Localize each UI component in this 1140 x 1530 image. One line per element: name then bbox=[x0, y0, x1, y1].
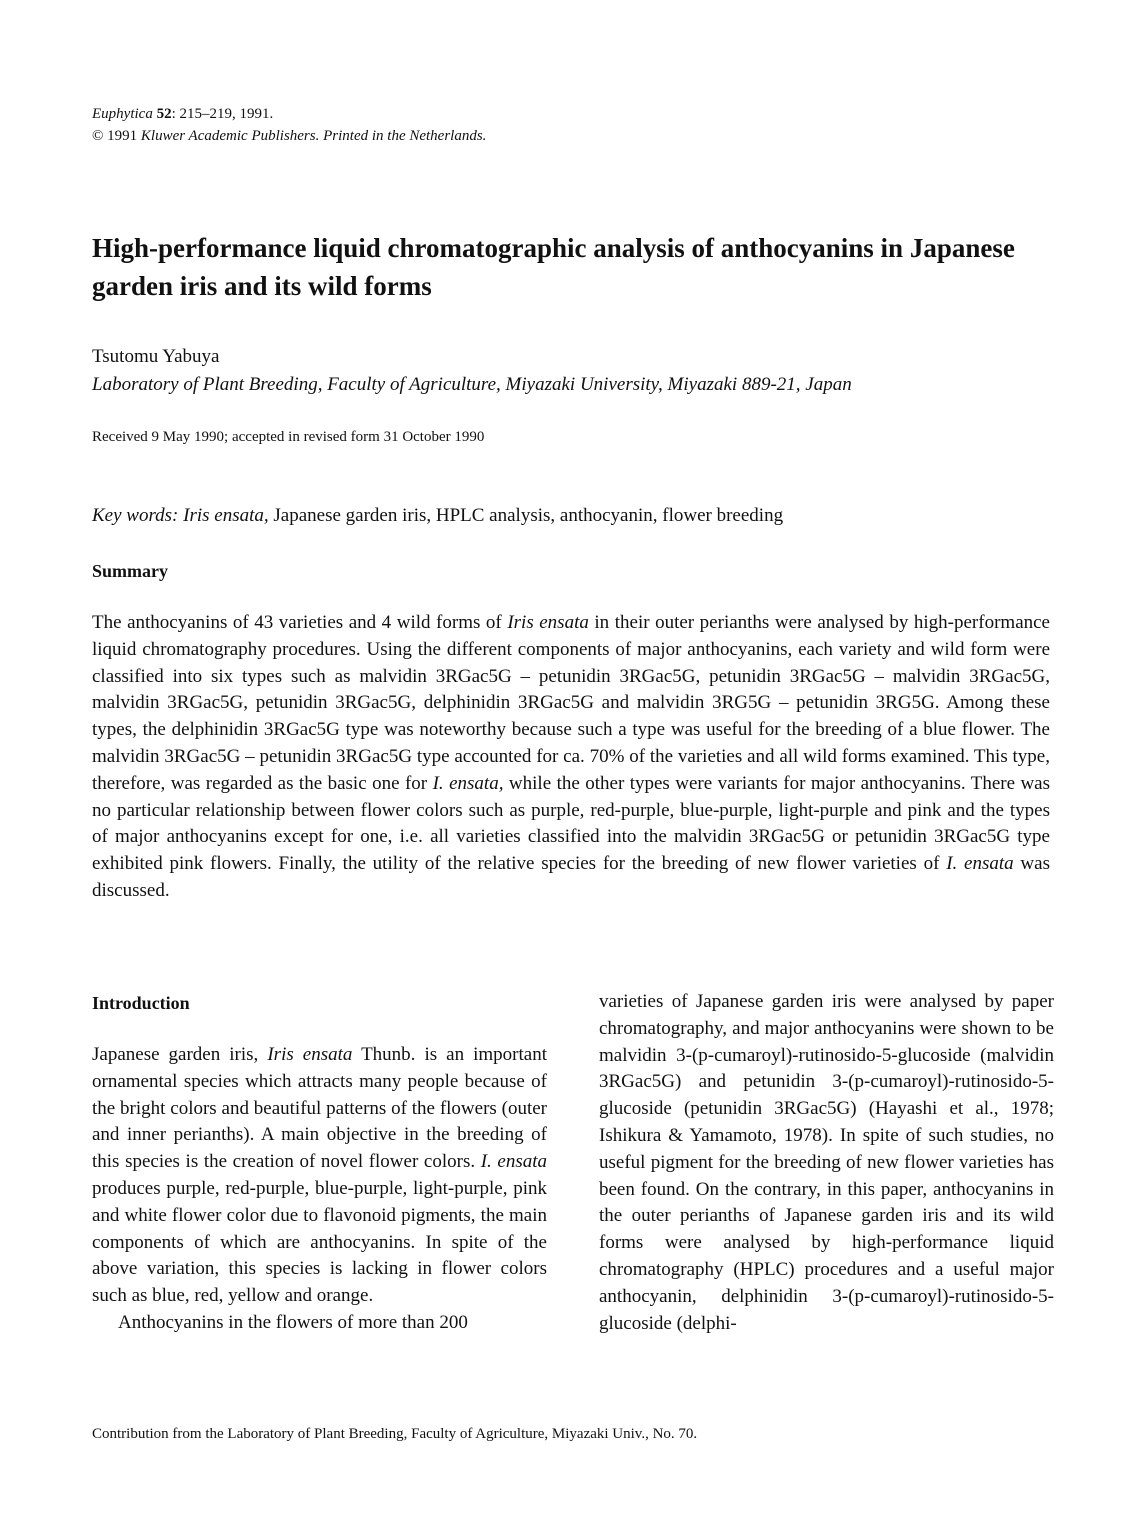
author-affiliation: Laboratory of Plant Breeding, Faculty of Agriculture, Miyazaki University, Miyazaki 889-21, Japan bbox=[92, 374, 852, 395]
intro-text-4: Anthocyanins in the flowers of more than 200 bbox=[118, 1311, 468, 1333]
summary-paragraph bbox=[92, 610, 1050, 905]
summary-text-3: while the other types were variants for major anthocyanins. There was no particular relationship between flower colors such as purple, red-purple, blue-purple, light-purple and pink and the types of major anthocyanins except for one, i.e. all varieties classified into the malvidin 3RGac5G or petunidin 3RGac5G type exhibited pink flowers. Finally, the utility of the relative species for the breeding of new flower varieties of bbox=[92, 772, 1051, 875]
introduction-right-column: varieties of Japanese garden iris were analysed by paper chromatography, and major anthocyanins were shown to be malvidin 3-(p-cumaroyl)-rutinosido-5-glucoside (malvidin 3RGac5G) and petunidin 3-(p-cumaroyl)-rutinosido-5-glucoside (petunidin 3RGac5G) (Hayashi et al., 1978; Ishikura & Yamamoto, 1978). In spite of such studies, no useful pigment for the breeding of new flower varieties has been found. On the contrary, in this paper, anthocyanins in the outer perianths of Japanese garden iris and its wild forms were analysed by high-performance liquid chromatography (HPLC) procedures and a useful major anthocyanin, delphinidin 3-(p-cumaroyl)-rutinosido-5-glucoside (delphi- bbox=[599, 991, 1054, 1334]
keywords-species: Iris ensata, bbox=[183, 505, 269, 526]
summary-text-2: in their outer perianths were analysed by high-performance liquid chromatography procedures. Using the different components of major anthocyanins, each variety and wild form were classified into six types such as malvidin 3RGac5G – petunidin 3RGac5G, petunidin 3RGac5G – malvidin 3RGac5G, malvidin 3RGac5G, petunidin 3RGac5G, delphinidin 3RGac5G and malvidin 3RG5G – petunidin 3RG5G. Among these types, the delphinidin 3RGac5G type was noteworthy because such a type was useful for the breeding of a blue flower. The malvidin 3RGac5G – petunidin 3RGac5G type accounted for ca. 70% of the varieties and all wild forms examined. This type, therefore, was regarded as the basic one for bbox=[92, 612, 1050, 794]
journal-citation bbox=[92, 103, 486, 147]
copyright-line bbox=[92, 125, 486, 147]
journal-name: Euphytica bbox=[92, 106, 153, 122]
introduction-heading: Introduction bbox=[92, 993, 190, 1013]
journal-line bbox=[92, 103, 486, 125]
summary-species-3: I. ensata bbox=[946, 853, 1014, 875]
introduction-left-column bbox=[92, 1042, 547, 1337]
intro-text-1: Japanese garden iris, bbox=[92, 1044, 268, 1065]
author-name: Tsutomu Yabuya bbox=[92, 346, 220, 367]
publisher: Kluwer Academic Publishers. Printed in the Netherlands. bbox=[140, 128, 487, 144]
article-title: High-performance liquid chromatographic analysis of anthocyanins in Japanese garden iris and its wild forms bbox=[92, 233, 1015, 301]
received-dates: Received 9 May 1990; accepted in revised form 31 October 1990 bbox=[92, 429, 485, 445]
intro-text-2: Thunb. is an important ornamental species which attracts many people because of the bright colors and beautiful patterns of the flowers (outer and inner perianths). A main objective in the breeding of this species is the creation of novel flower colors. bbox=[92, 1044, 547, 1173]
footnote: Contribution from the Laboratory of Plant Breeding, Faculty of Agriculture, Miyazaki Univ., No. 70. bbox=[92, 1426, 698, 1442]
keywords-line bbox=[92, 503, 783, 529]
intro-text-3: produces purple, red-purple, blue-purple, light-purple, pink and white flower color due to flavonoid pigments, the main components of which are anthocyanins. In spite of the above variation, this species is lacking in flower colors such as blue, red, yellow and orange. bbox=[92, 1177, 547, 1307]
summary-heading: Summary bbox=[92, 561, 168, 581]
keywords-label: Key words: bbox=[92, 505, 179, 526]
intro-species-2: I. ensata bbox=[480, 1151, 547, 1173]
journal-pages-year: : 215–219, 1991. bbox=[171, 106, 274, 122]
summary-species-1: Iris ensata bbox=[507, 612, 589, 633]
keywords-terms: Japanese garden iris, HPLC analysis, anthocyanin, flower breeding bbox=[273, 505, 784, 526]
journal-volume: 52 bbox=[156, 106, 172, 122]
summary-species-2: I. ensata, bbox=[432, 772, 504, 794]
copyright-mark: © 1991 bbox=[92, 128, 138, 144]
intro-species-1: Iris ensata bbox=[267, 1044, 353, 1065]
summary-text-1: The anthocyanins of 43 varieties and 4 wild forms of bbox=[92, 612, 508, 633]
summary-text-4: was discussed. bbox=[92, 853, 1050, 901]
